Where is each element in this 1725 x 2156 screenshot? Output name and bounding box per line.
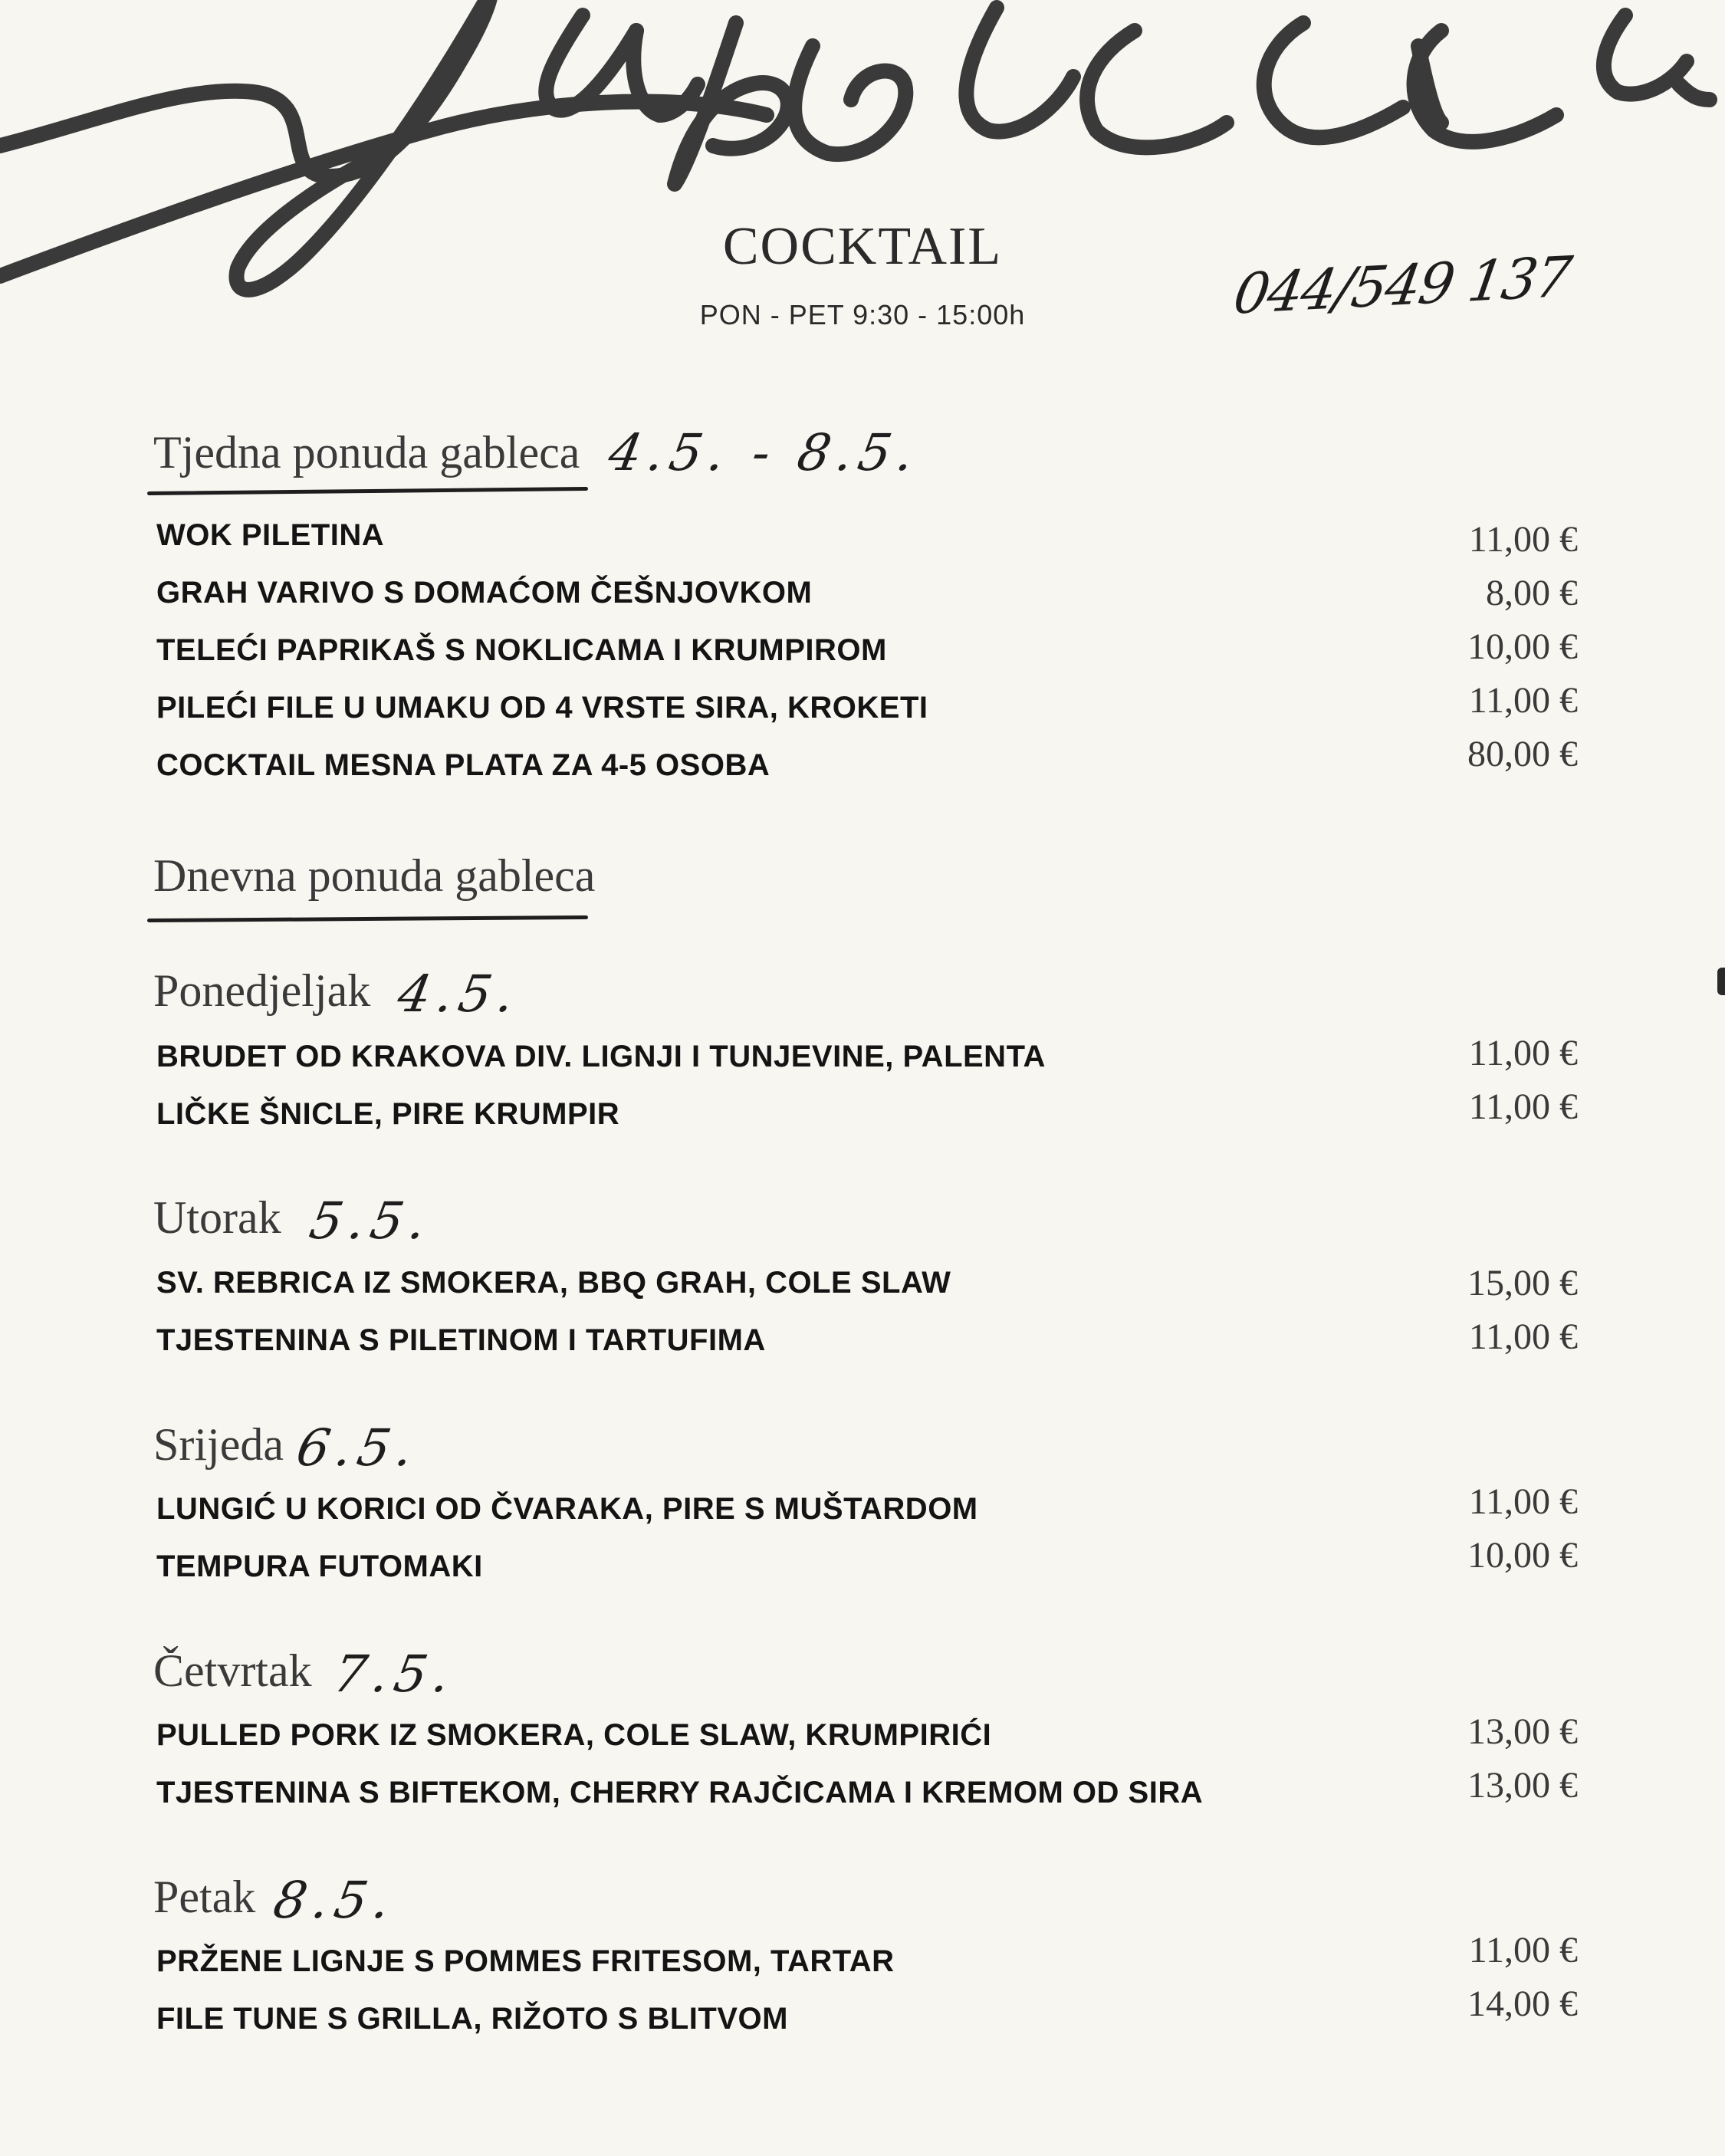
day-date: 7.5.: [329, 1645, 461, 1704]
day-date: 8.5.: [269, 1871, 401, 1930]
page-edge-mark: [1717, 968, 1725, 995]
menu-item-name: LIČKE ŠNICLE, PIRE KRUMPIR: [156, 1097, 620, 1131]
day-date: 5.5.: [305, 1191, 437, 1251]
menu-item-price: 11,00 €: [1468, 1481, 1578, 1522]
day-date: 4.5.: [393, 965, 525, 1024]
menu-item-price: 11,00 €: [1468, 1930, 1578, 1970]
menu-item-price: 15,00 €: [1467, 1263, 1578, 1303]
weekly-offer-dates: 4.5. - 8.5.: [604, 423, 925, 482]
menu-item-name: PULLED PORK IZ SMOKERA, COLE SLAW, KRUMPIRIĆI: [156, 1718, 992, 1752]
menu-item-price: 13,00 €: [1467, 1765, 1578, 1806]
menu-item-name: TEMPURA FUTOMAKI: [156, 1550, 483, 1583]
day-heading: Četvrtak: [153, 1645, 312, 1696]
menu-item-name: BRUDET OD KRAKOVA DIV. LIGNJI I TUNJEVINE, PALENTA: [156, 1040, 1046, 1073]
menu-item-price: 13,00 €: [1467, 1711, 1578, 1752]
menu-item-price: 11,00 €: [1468, 519, 1578, 560]
opening-hours: PON - PET 9:30 - 15:00h: [699, 299, 1026, 330]
menu-item-name: COCKTAIL MESNA PLATA ZA 4-5 OSOBA: [156, 748, 770, 782]
menu-item-name: SV. REBRICA IZ SMOKERA, BBQ GRAH, COLE SLAW: [156, 1266, 951, 1300]
day-date: 6.5.: [292, 1418, 424, 1477]
phone-number[interactable]: 044/549 137: [1229, 244, 1575, 327]
menu-item-price: 11,00 €: [1468, 1033, 1578, 1073]
menu-item-price: 8,00 €: [1486, 573, 1578, 613]
weekly-offer-heading: Tjedna ponuda gableca: [153, 427, 580, 478]
menu-item-name: FILE TUNE S GRILLA, RIŽOTO S BLITVOM: [156, 2002, 788, 2036]
day-heading: Petak: [153, 1872, 256, 1922]
menu-item-name: PILEĆI FILE U UMAKU OD 4 VRSTE SIRA, KROKETI: [156, 691, 928, 725]
menu-item-name: TJESTENINA S BIFTEKOM, CHERRY RAJČICAMA I KREMOM OD SIRA: [156, 1776, 1204, 1809]
menu-item-name: WOK PILETINA: [156, 518, 385, 552]
menu-item-name: LUNGIĆ U KORICI OD ČVARAKA, PIRE S MUŠTARDOM: [156, 1492, 978, 1526]
daily-heading-underline: [147, 915, 588, 922]
daily-offer-heading: Dnevna ponuda gableca: [153, 850, 596, 901]
day-heading: Utorak: [153, 1192, 281, 1243]
menu-item-name: PRŽENE LIGNJE S POMMES FRITESOM, TARTAR: [156, 1944, 895, 1978]
menu-item-price: 14,00 €: [1467, 1983, 1578, 2024]
menu-item-price: 11,00 €: [1468, 1086, 1578, 1127]
menu-item-name: GRAH VARIVO S DOMAĆOM ČEŠNJOVKOM: [156, 576, 813, 610]
menu-item-price: 11,00 €: [1468, 1316, 1578, 1357]
venue-name: COCKTAIL: [722, 217, 1003, 276]
menu-item-name: TJESTENINA S PILETINOM I TARTUFIMA: [156, 1323, 766, 1357]
day-heading: Ponedjeljak: [153, 965, 371, 1016]
menu-item-price: 11,00 €: [1468, 680, 1578, 721]
menu-item-price: 10,00 €: [1467, 1535, 1578, 1576]
day-heading: Srijeda: [153, 1419, 284, 1470]
menu-item-name: TELEĆI PAPRIKAŠ S NOKLICAMA I KRUMPIROM: [156, 633, 887, 667]
weekly-heading-underline: [147, 487, 588, 495]
menu-item-price: 80,00 €: [1467, 734, 1578, 774]
menu-item-price: 10,00 €: [1467, 626, 1578, 667]
